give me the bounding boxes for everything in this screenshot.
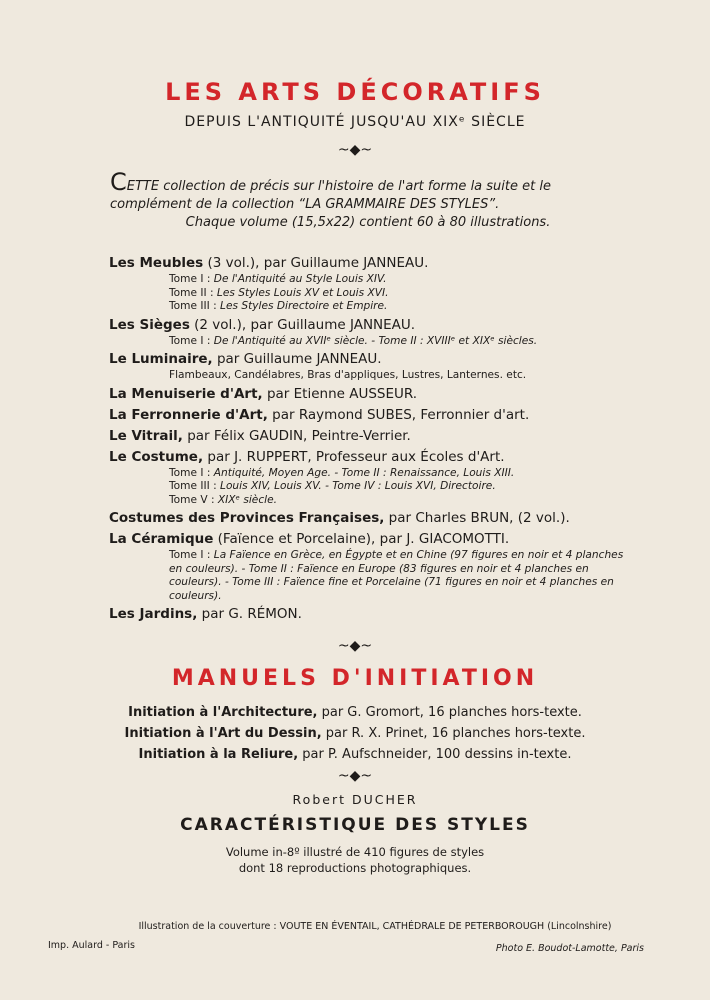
entry-volume-detail (109, 300, 629, 314)
entry-volume-detail (109, 369, 629, 383)
entry-volume-detail (109, 287, 629, 301)
collection-entry (109, 530, 629, 549)
entry-author: (3 vol.), par Guillaume JANNEAU. (203, 255, 429, 271)
ducher-book-title: CARACTÉRISTIQUE DES STYLES (180, 815, 530, 835)
entry-title: Les Sièges (109, 316, 190, 333)
entry-title: Les Jardins, (109, 606, 198, 622)
entry-title: Costumes des Provinces Françaises, (109, 510, 385, 526)
volume-label: Tome V : (169, 493, 218, 506)
volume-text: De l'Antiquité au XVIIᵉ siècle. - Tome II : XVIIIᵉ et XIXᵉ siècles. (213, 334, 538, 347)
collection-title: LES ARTS DÉCORATIFS (165, 78, 545, 106)
entry-title: La Menuiserie d'Art, (109, 385, 263, 402)
ducher-author: Robert DUCHER (292, 792, 418, 807)
manuals-list (0, 702, 710, 765)
volume-text: Flambeaux, Candélabres, Bras d'appliques, Lustres, Lanternes. etc. (169, 369, 527, 381)
intro-paragraph (110, 168, 610, 232)
printer-credit: Imp. Aulard - Paris (48, 940, 135, 951)
volume-label: Tome II : (169, 286, 217, 299)
entry-author: par Raymond SUBES, Ferronnier d'art. (267, 406, 530, 423)
ornament-divider-3: ~◆~ (337, 768, 373, 784)
manual-title: Initiation à l'Art du Dessin, (124, 726, 322, 741)
manual-item (0, 744, 710, 765)
volume-label: Tome I : (169, 549, 214, 561)
entry-title: La Ferronnerie d'Art, (109, 406, 268, 423)
entry-author: par Etienne AUSSEUR. (262, 385, 418, 402)
entry-author: (Faïence et Porcelaine), par J. GIACOMOTTI. (213, 531, 510, 547)
ducher-line-1: Volume in-8º illustré de 410 figures de styles (225, 845, 485, 859)
entry-title: Le Costume, (109, 448, 204, 465)
manual-item (0, 723, 710, 744)
manual-details: par R. X. Prinet, 16 planches hors-texte. (321, 726, 586, 741)
collection-entry (109, 427, 629, 446)
volume-text: XIXᵉ siècle. (217, 493, 277, 506)
intro-text: ETTE collection de précis sur l'histoire de l'art forme la suite et le complément de la collection “LA GRAMMAIRE DES STYLES”. (110, 179, 551, 212)
entry-volume-detail (109, 494, 629, 508)
entry-title: La Céramique (109, 531, 214, 547)
collection-entry (109, 316, 629, 335)
ducher-volume-info (0, 844, 710, 876)
volume-text: De l'Antiquité au Style Louis XIV. (213, 273, 387, 285)
entry-author: par Félix GAUDIN, Peintre-Verrier. (182, 427, 411, 444)
volume-label: Tome III : (169, 300, 221, 312)
collection-list (109, 252, 629, 624)
manual-details: par P. Aufschneider, 100 dessins in-texte. (298, 747, 572, 762)
ornament-divider-1: ~◆~ (337, 142, 373, 158)
volume-text: Antiquité, Moyen Age. - Tome II : Renaissance, Louis XIII. (213, 466, 515, 479)
entry-title: Le Luminaire, (109, 351, 213, 367)
cover-credit: Illustration de la couverture : VOUTE EN ÉVENTAIL, CATHÉDRALE DE PETERBOROUGH (Lincolnshire) (138, 921, 612, 932)
volume-text: La Faïence en Grèce, en Égypte et en Chine (97 figures en noir et 4 planches en couleurs). - Tome II : Faïence en Europe (83 figures en noir et 4 planches en couleurs). - Tome III : Faïence fine et Porcelaine (71 figures en noir et 4 planches en couleurs). (169, 549, 624, 602)
entry-volume-detail (109, 480, 629, 494)
manuals-title: MANUELS D'INITIATION (171, 666, 539, 691)
entry-volume-detail (109, 549, 634, 603)
entry-author: par G. RÉMON. (197, 606, 302, 622)
entry-author: par J. RUPPERT, Professeur aux Écoles d'Art. (203, 448, 505, 465)
collection-entry (109, 605, 629, 624)
volume-text: Louis XIV, Louis XV. - Tome IV : Louis XVI, Directoire. (220, 480, 496, 492)
intro-volume-info: Chaque volume (15,5x22) contient 60 à 80 illustrations. (185, 215, 551, 230)
volume-label: Tome I : (169, 273, 214, 285)
manual-details: par G. Gromort, 16 planches hors-texte. (317, 705, 582, 720)
collection-entry (109, 350, 629, 369)
intro-dropcap: C (110, 168, 127, 196)
entry-author: (2 vol.), par Guillaume JANNEAU. (189, 316, 416, 333)
volume-label: Tome I : (169, 466, 214, 479)
entry-title: Les Meubles (109, 255, 204, 271)
volume-text: Les Styles Directoire et Empire. (220, 300, 388, 312)
collection-entry (109, 254, 629, 273)
manual-title: Initiation à la Reliure, (138, 747, 299, 762)
volume-label: Tome III : (169, 480, 221, 492)
volume-label: Tome I : (169, 334, 214, 347)
photo-credit: Photo E. Boudot-Lamotte, Paris (495, 943, 644, 954)
entry-volume-detail (109, 335, 629, 349)
manual-item (0, 702, 710, 723)
collection-entry (109, 385, 629, 404)
entry-volume-detail (109, 467, 629, 481)
entry-author: par Guillaume JANNEAU. (212, 351, 382, 367)
entry-volume-detail (109, 273, 629, 287)
ornament-divider-2: ~◆~ (337, 638, 373, 654)
collection-subtitle: DEPUIS L'ANTIQUITÉ JUSQU'AU XIXᵉ SIÈCLE (184, 114, 526, 130)
volume-text: Les Styles Louis XV et Louis XVI. (216, 286, 389, 299)
entry-author: par Charles BRUN, (2 vol.). (384, 510, 570, 526)
manual-title: Initiation à l'Architecture, (128, 705, 318, 720)
collection-entry (109, 406, 629, 425)
collection-entry (109, 448, 629, 467)
collection-entry (109, 509, 629, 528)
ducher-line-2: dont 18 reproductions photographiques. (238, 861, 472, 875)
entry-title: Le Vitrail, (109, 427, 183, 444)
